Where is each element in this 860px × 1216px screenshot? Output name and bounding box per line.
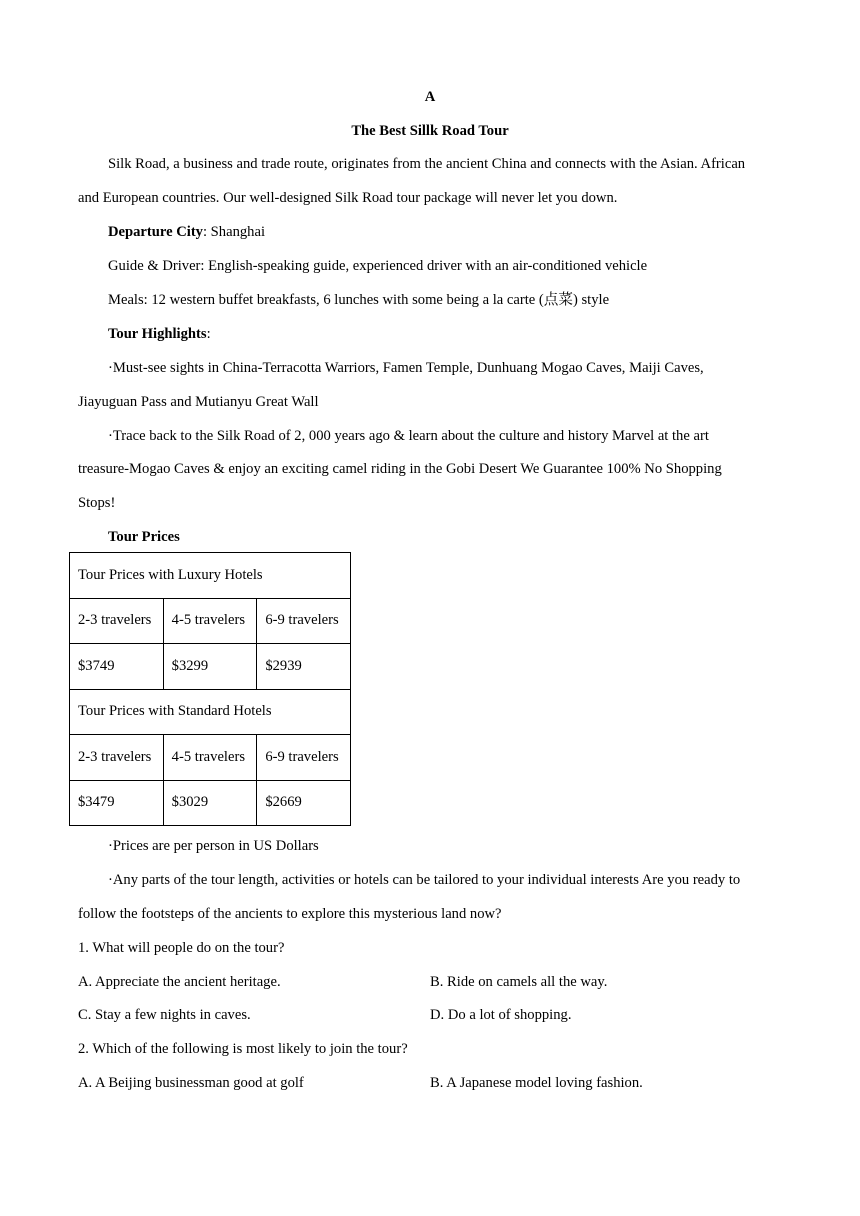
luxury-groups-row: [70, 598, 351, 644]
intro-line-1: Silk Road, a business and trade route, originates from the ancient China and connects with the Asian. African: [108, 156, 746, 172]
question-2-option-a: A. A Beijing businessman good at golf: [78, 1075, 304, 1091]
guide-driver-line: Guide & Driver: English-speaking guide, experienced driver with an air-conditioned vehicle: [108, 258, 648, 274]
luxury-header-cell: Tour Prices with Luxury Hotels: [70, 553, 351, 599]
intro-line-2: and European countries. Our well-designed Silk Road tour package will never let you down.: [78, 190, 618, 206]
highlight-2-line-1: ·Trace back to the Silk Road of 2, 000 years ago & learn about the culture and history Marvel at the art: [108, 428, 709, 444]
price-cell: $3479: [70, 780, 164, 826]
price-table: [69, 552, 351, 826]
group-cell: 4-5 travelers: [163, 735, 257, 781]
highlights-heading: [108, 327, 211, 342]
standard-header-row: [70, 689, 351, 735]
departure-value: : Shanghai: [202, 224, 266, 240]
departure-label: Departure City: [108, 224, 203, 240]
group-cell: 2-3 travelers: [70, 598, 164, 644]
standard-header-cell: Tour Prices with Standard Hotels: [70, 689, 351, 735]
question-2-option-b: B. A Japanese model loving fashion.: [430, 1075, 643, 1091]
passage-title: The Best Sillk Road Tour: [351, 123, 509, 139]
standard-groups-row: [70, 735, 351, 781]
note-prices: ·Prices are per person in US Dollars: [108, 838, 319, 854]
question-1-option-d: D. Do a lot of shopping.: [430, 1007, 572, 1023]
question-1-option-a: A. Appreciate the ancient heritage.: [78, 974, 281, 990]
highlight-1-line-2: Jiayuguan Pass and Mutianyu Great Wall: [78, 394, 319, 410]
luxury-header-row: [70, 553, 351, 599]
highlights-label: Tour Highlights: [108, 326, 207, 342]
highlight-2-line-3: Stops!: [78, 495, 116, 511]
price-cell: $3299: [163, 644, 257, 690]
meals-line: Meals: 12 western buffet breakfasts, 6 lunches with some being a la carte (点菜) style: [108, 292, 610, 308]
section-letter: A: [424, 89, 436, 105]
question-2-stem: 2. Which of the following is most likely to join the tour?: [78, 1041, 408, 1057]
group-cell: 6-9 travelers: [257, 598, 351, 644]
highlight-2-line-2: treasure-Mogao Caves & enjoy an exciting camel riding in the Gobi Desert We Guarantee 100% No Shopping: [78, 461, 722, 477]
price-cell: $3749: [70, 644, 164, 690]
question-1-option-c: C. Stay a few nights in caves.: [78, 1007, 251, 1023]
group-cell: 6-9 travelers: [257, 735, 351, 781]
question-1-stem: 1. What will people do on the tour?: [78, 940, 285, 956]
luxury-prices-row: [70, 644, 351, 690]
note-tailored-line-2: follow the footsteps of the ancients to explore this mysterious land now?: [78, 906, 502, 922]
question-1-option-b: B. Ride on camels all the way.: [430, 974, 608, 990]
highlight-1-line-1: ·Must-see sights in China-Terracotta Warriors, Famen Temple, Dunhuang Mogao Caves, Maiji Caves,: [108, 360, 704, 376]
highlights-colon: :: [206, 326, 211, 342]
departure-city: [108, 225, 265, 240]
price-cell: $2939: [257, 644, 351, 690]
note-tailored-line-1: ·Any parts of the tour length, activities or hotels can be tailored to your individual interests Are you ready to: [108, 872, 741, 888]
tour-prices-heading: Tour Prices: [108, 529, 180, 545]
price-cell: $2669: [257, 780, 351, 826]
price-cell: $3029: [163, 780, 257, 826]
group-cell: 4-5 travelers: [163, 598, 257, 644]
group-cell: 2-3 travelers: [70, 735, 164, 781]
standard-prices-row: [70, 780, 351, 826]
